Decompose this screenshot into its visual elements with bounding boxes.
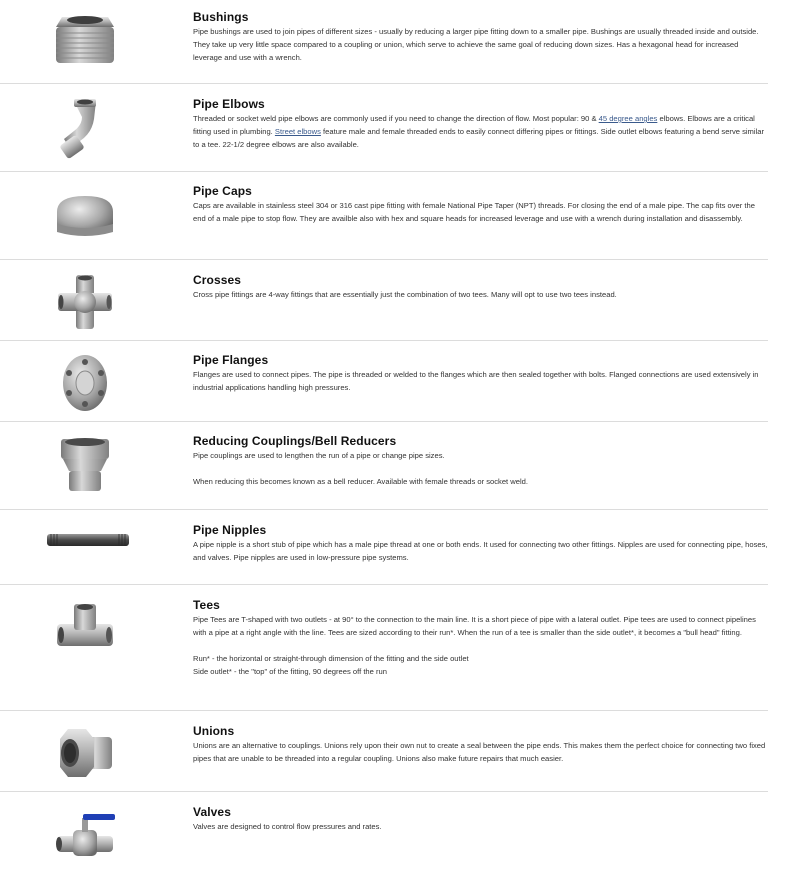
fitting-row-pipe-caps	[0, 172, 768, 260]
fitting-title: Crosses	[193, 273, 242, 287]
fitting-text-crosses	[193, 273, 768, 301]
fitting-text-pipe-flanges	[193, 353, 768, 394]
description-paragraph: Caps are available in stainless steel 304 or 316 cast pipe fitting with female National Pipe Taper (NPT) threads. For closing the end of a male pipe. The cap fits over the end of a male pipe to stop flow. They are availble also with hex and square heads for increased leverage and use with a wrench during installation and disassembly.	[193, 201, 755, 223]
fitting-description	[193, 288, 768, 301]
fitting-text-bushings	[193, 10, 768, 64]
fitting-title: Tees	[193, 598, 220, 612]
description-paragraph: Pipe couplings are used to lengthen the run of a pipe or change pipe sizes.	[193, 451, 445, 460]
fitting-row-valves	[0, 792, 768, 871]
fitting-row-tees	[0, 585, 768, 711]
fitting-title: Reducing Couplings/Bell Reducers	[193, 434, 397, 448]
fitting-title: Unions	[193, 724, 235, 738]
fitting-text-pipe-nipples	[193, 523, 768, 564]
fitting-text-pipe-elbows	[193, 97, 768, 151]
fitting-row-pipe-elbows	[0, 84, 768, 172]
description-paragraph: Unions are an alternative to couplings. Unions rely upon their own nut to create a seal between the pipe ends. This makes them the perfect choice for connecting two fixed pipes that are unable to be threaded into a regular coupling. Unions also make future repairs that much easier.	[193, 741, 766, 763]
description-paragraph: Run* - the horizontal or straight-through dimension of the fitting and the side outlet	[193, 654, 469, 663]
fitting-text-pipe-caps	[193, 184, 768, 225]
description-text: feature male and female threaded ends to easily connect differing pipes or fittings. Side outlet elbows featuring a bend serve similar to a tee. 22-1/2 degree elbows are also available.	[193, 127, 765, 149]
fitting-description	[193, 368, 768, 394]
description-paragraph: Flanges are used to connect pipes. The pipe is threaded or welded to the flanges which are then sealed together with bolts. Flanged connections are used extensively in industrial applications handling high pressures.	[193, 370, 759, 392]
bushing-fitting-photo	[30, 8, 140, 72]
fitting-text-tees	[193, 598, 768, 678]
fitting-row-pipe-flanges	[0, 341, 768, 422]
fitting-text-unions	[193, 724, 768, 765]
elbow-fitting-photo	[30, 96, 140, 160]
description-paragraph: When reducing this becomes known as a bell reducer. Available with female threads or socket weld.	[193, 477, 529, 486]
fitting-description	[193, 739, 768, 765]
fitting-title: Valves	[193, 805, 231, 819]
fitting-description	[193, 538, 768, 564]
fitting-title: Bushings	[193, 10, 249, 24]
fitting-description	[193, 820, 768, 833]
fitting-title: Pipe Elbows	[193, 97, 265, 111]
fitting-row-unions	[0, 711, 768, 792]
union-fitting-photo	[30, 721, 140, 785]
fitting-title: Pipe Flanges	[193, 353, 269, 367]
description-paragraph: Cross pipe fittings are 4-way fittings that are essentially just the combination of two tees. Many will opt to use two tees instead.	[193, 290, 617, 299]
fitting-description	[193, 112, 768, 151]
45-degree-angles-link[interactable]: 45 degree angles	[598, 114, 658, 123]
description-paragraph: Pipe Tees are T-shaped with two outlets - at 90° to the connection to the main line. It is a short piece of pipe with a lateral outlet. Pipe tees are used to connect pipelines with a pipe at a right angle with the line. Tees are sized according to their run*. When the run of a tee is smaller than the side outlet*, it becomes a "bull head" fitting.	[193, 615, 756, 637]
fitting-description	[193, 25, 768, 64]
fitting-text-valves	[193, 805, 768, 833]
description-paragraph: Pipe bushings are used to join pipes of different sizes - usually by reducing a larger pipe fitting down to a smaller pipe. Bushings are usually threaded inside and outside. They take up very little space compared to a coupling or union, which serve to achieve the same goal of reducing down sizes. Has a hexagonal head for increased leverage and use with a wrench.	[193, 27, 759, 62]
fitting-text-reducing-couplings	[193, 434, 768, 488]
tee-fitting-photo	[30, 595, 140, 659]
description-paragraph: A pipe nipple is a short stub of pipe which has a male pipe thread at one or both ends. It used for connecting two other fittings. Nipples are used for connecting pipe, hoses, and valves. Pipe nipples are used in low-pressure pipe systems.	[193, 540, 768, 562]
reducing-coupling-photo	[30, 432, 140, 498]
cross-fitting-photo	[30, 270, 140, 334]
description-paragraph: Side outlet* - the "top" of the fitting, 90 degrees off the run	[193, 667, 387, 676]
flange-fitting-photo	[30, 351, 140, 415]
fitting-description	[193, 199, 768, 225]
nipple-fitting-photo	[28, 524, 148, 556]
fitting-row-crosses	[0, 260, 768, 341]
description-text: Threaded or socket weld pipe elbows are commonly used if you need to change the direction of flow. Most popular: 90 &	[193, 114, 599, 123]
cap-fitting-photo	[30, 184, 140, 246]
street-elbows-link[interactable]: Street elbows	[274, 127, 321, 136]
fitting-row-reducing-couplings	[0, 422, 768, 510]
valve-fitting-photo	[30, 804, 140, 864]
description-paragraph: Valves are designed to control flow pressures and rates.	[193, 822, 382, 831]
fitting-description	[193, 613, 768, 678]
fitting-row-pipe-nipples	[0, 510, 768, 585]
fitting-row-bushings	[0, 0, 768, 84]
fitting-title: Pipe Nipples	[193, 523, 267, 537]
fitting-description	[193, 449, 768, 488]
description-paragraph	[193, 112, 768, 151]
description-text: elbows. Elbows are a critical fitting used in plumbing.	[193, 114, 755, 136]
fitting-title: Pipe Caps	[193, 184, 252, 198]
